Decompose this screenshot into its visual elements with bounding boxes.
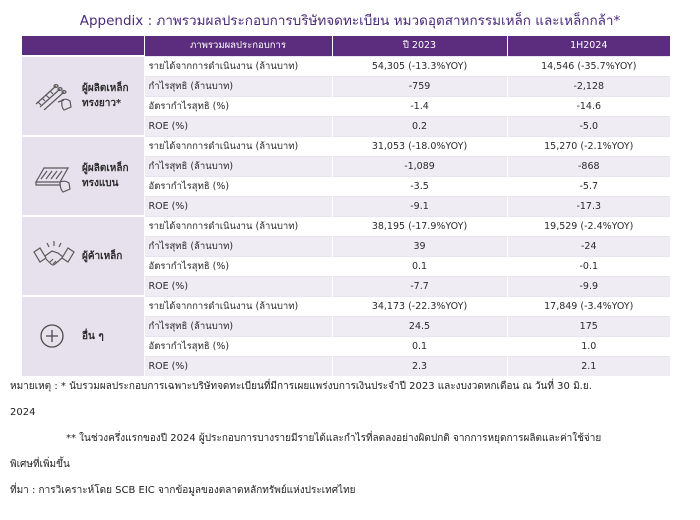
value-2023: -1.4 <box>332 96 507 116</box>
group-name: อื่น ๆ <box>82 330 104 342</box>
metric-label: กำไรสุทธิ (ล้านบาท) <box>144 76 332 96</box>
metric-label: กำไรสุทธิ (ล้านบาท) <box>144 236 332 256</box>
steel-bars-icon <box>32 78 76 114</box>
group-name-sub: ทรงยาว* <box>82 98 122 109</box>
metric-label: ROE (%) <box>144 196 332 216</box>
value-2023: -1,089 <box>332 156 507 176</box>
handshake-icon <box>32 238 76 274</box>
value-1h2024: 19,529 (-2.4%YOY) <box>507 216 670 236</box>
metric-label: กำไรสุทธิ (ล้านบาท) <box>144 156 332 176</box>
value-1h2024: 175 <box>507 316 670 336</box>
value-2023: 39 <box>332 236 507 256</box>
header-1h2024: 1H2024 <box>507 36 670 56</box>
group-name: ผู้ผลิตเหล็ก <box>82 83 129 94</box>
value-2023: 0.1 <box>332 256 507 276</box>
metric-label: รายได้จากการดำเนินงาน (ล้านบาท) <box>144 56 332 76</box>
group-name: ผู้ค้าเหล็ก <box>82 250 123 262</box>
value-2023: 38,195 (-17.9%YOY) <box>332 216 507 236</box>
value-1h2024: -14.6 <box>507 96 670 116</box>
value-2023: 2.3 <box>332 356 507 376</box>
group-flat-steel <box>22 136 144 216</box>
value-2023: 31,053 (-18.0%YOY) <box>332 136 507 156</box>
group-name: ผู้ผลิตเหล็ก <box>82 163 129 174</box>
metric-label: กำไรสุทธิ (ล้านบาท) <box>144 316 332 336</box>
value-1h2024: -0.1 <box>507 256 670 276</box>
metric-label: ROE (%) <box>144 276 332 296</box>
value-2023: -9.1 <box>332 196 507 216</box>
table-header-row <box>22 36 670 56</box>
header-metric: ภาพรวมผลประกอบการ <box>144 36 332 56</box>
value-1h2024: -5.7 <box>507 176 670 196</box>
value-2023: 34,173 (-22.3%YOY) <box>332 296 507 316</box>
value-2023: 54,305 (-13.3%YOY) <box>332 56 507 76</box>
metric-label: อัตรากำไรสุทธิ (%) <box>144 96 332 116</box>
metric-label: รายได้จากการดำเนินงาน (ล้านบาท) <box>144 216 332 236</box>
group-long-steel <box>22 56 144 136</box>
steel-sheet-icon <box>32 158 76 194</box>
metric-label: รายได้จากการดำเนินงาน (ล้านบาท) <box>144 296 332 316</box>
group-name-sub: ทรงแบน <box>82 178 119 189</box>
table-row <box>22 136 670 156</box>
metric-label: อัตรากำไรสุทธิ (%) <box>144 336 332 356</box>
value-1h2024: -24 <box>507 236 670 256</box>
table-row <box>22 56 670 76</box>
group-steel-traders <box>22 216 144 296</box>
footnote-1: หมายเหตุ : * นับรวมผลประกอบการเฉพาะบริษัทจดทะเบียนที่มีการเผยแพร่งบการเงินประจำปี 2023 และงบงวดหกเดือน ณ วันที่ 30 มิ.ย. <box>10 381 592 392</box>
value-1h2024: 15,270 (-2.1%YOY) <box>507 136 670 156</box>
metric-label: ROE (%) <box>144 356 332 376</box>
financial-summary-table <box>22 36 670 376</box>
value-2023: -759 <box>332 76 507 96</box>
value-1h2024: -868 <box>507 156 670 176</box>
value-1h2024: -2,128 <box>507 76 670 96</box>
metric-label: อัตรากำไรสุทธิ (%) <box>144 256 332 276</box>
value-1h2024: -17.3 <box>507 196 670 216</box>
value-1h2024: 14,546 (-35.7%YOY) <box>507 56 670 76</box>
header-year-2023: ปี 2023 <box>332 36 507 56</box>
header-corner <box>22 36 144 56</box>
value-1h2024: 1.0 <box>507 336 670 356</box>
footnote-2: ** ในช่วงครึ่งแรกของปี 2024 ผู้ประกอบการบางรายมีรายได้และกำไรที่ลดลงอย่างผิดปกติ จากการหยุดการผลิตและค่าใช้จ่าย <box>66 433 602 444</box>
value-2023: 0.1 <box>332 336 507 356</box>
footnote-2-cont: พิเศษที่เพิ่มขึ้น <box>10 459 70 470</box>
metric-label: อัตรากำไรสุทธิ (%) <box>144 176 332 196</box>
value-1h2024: 2.1 <box>507 356 670 376</box>
value-2023: -3.5 <box>332 176 507 196</box>
source-note: ที่มา : การวิเคราะห์โดย SCB EIC จากข้อมูลของตลาดหลักทรัพย์แห่งประเทศไทย <box>10 485 356 496</box>
metric-label: ROE (%) <box>144 116 332 136</box>
table-row <box>22 296 670 316</box>
page-title: Appendix : ภาพรวมผลประกอบการบริษัทจดทะเบียน หมวดอุตสาหกรรมเหล็ก และเหล็กกล้า* <box>79 13 621 29</box>
value-2023: -7.7 <box>332 276 507 296</box>
value-1h2024: 17,849 (-3.4%YOY) <box>507 296 670 316</box>
table-row <box>22 216 670 236</box>
group-others <box>22 296 144 376</box>
metric-label: รายได้จากการดำเนินงาน (ล้านบาท) <box>144 136 332 156</box>
footnote-1-cont: 2024 <box>10 407 36 418</box>
value-2023: 24.5 <box>332 316 507 336</box>
value-1h2024: -5.0 <box>507 116 670 136</box>
plus-circle-icon <box>32 318 76 354</box>
value-1h2024: -9.9 <box>507 276 670 296</box>
value-2023: 0.2 <box>332 116 507 136</box>
